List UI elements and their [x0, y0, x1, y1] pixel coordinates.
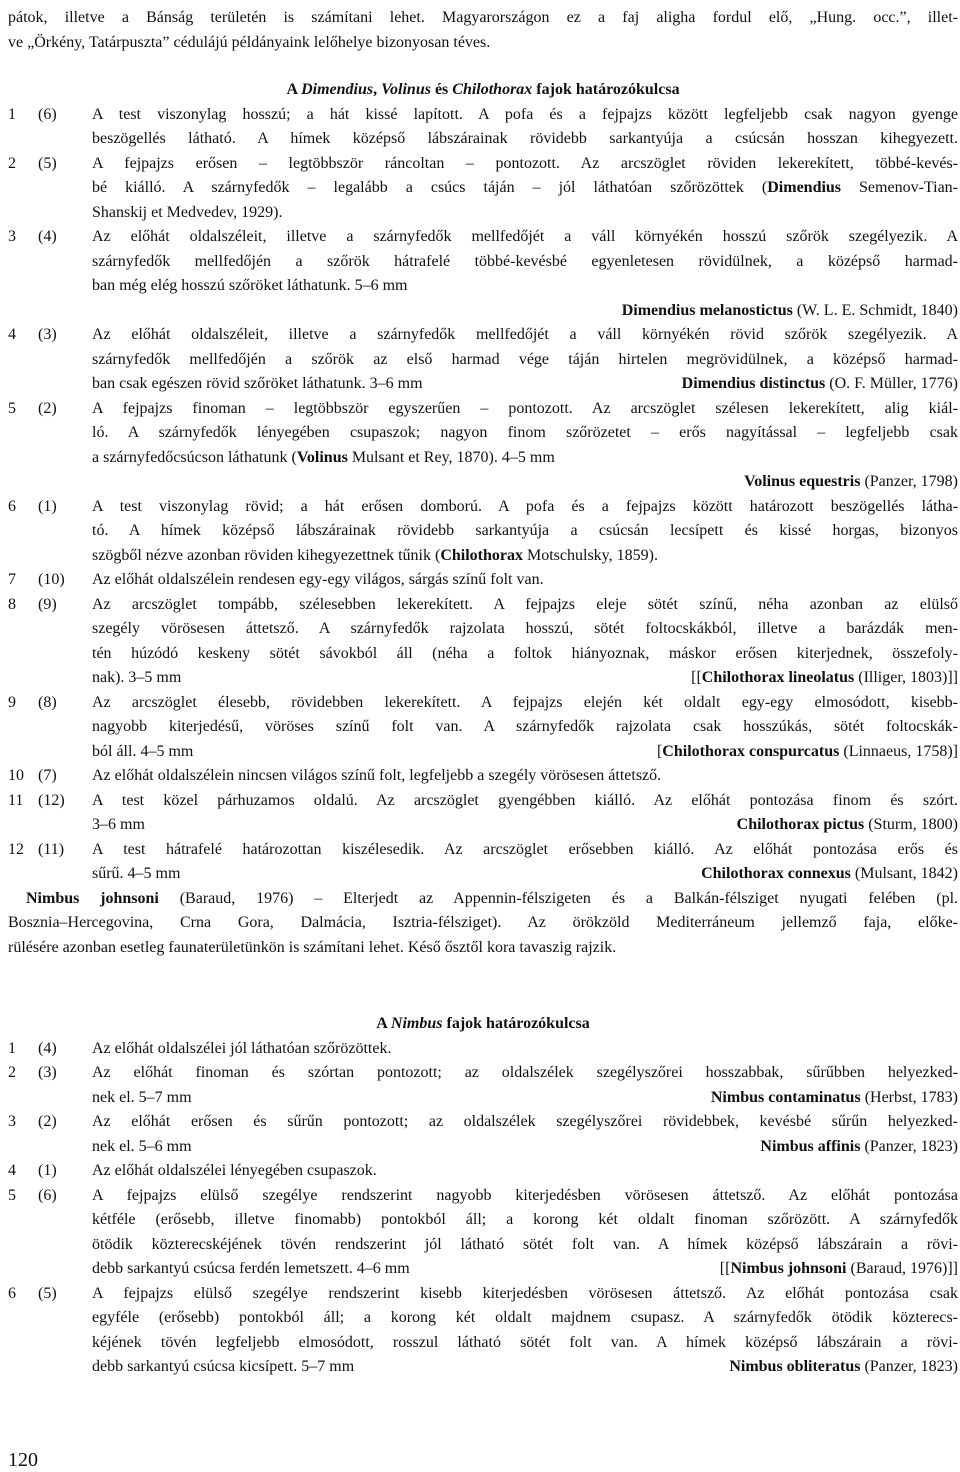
text-line: kétféle (erősebb, illetve finomabb) pontokból áll; a korong két oldalt finoman szőrözött. A szárnyfedők	[92, 1211, 958, 1228]
text-line: beszögellés látható. A hímek középső lábszárainak rövidebb sarkantyúja a csúcsán hosszan kihegyezett.	[92, 130, 958, 147]
key-entry	[8, 1061, 958, 1110]
key-entry	[8, 691, 958, 765]
text-line: Az előhát oldalszélein rendesen egy-egy világos, sárgás színű folt van.	[92, 571, 544, 588]
text-line: nak). 3–5 mm [[Chilothorax lineolatus (Illiger, 1803)]]	[92, 666, 958, 691]
couplet-number: 3	[8, 228, 16, 245]
key-entry	[8, 397, 958, 495]
text-line: a szárnyfedőcsúcson láthatunk (Volinus Mulsant et Rey, 1870). 4–5 mm	[92, 448, 555, 466]
key-entry	[8, 1184, 958, 1282]
genus-name: Chilothorax	[440, 546, 523, 564]
text-line: A test közel párhuzamos oldalú. Az arcszöglet gyengébben kiálló. Az előhát pontozása finom és szórt.	[92, 791, 958, 809]
couplet-alternative: (2)	[38, 399, 57, 417]
text-line: 3–6 mm Chilothorax pictus (Sturm, 1800)	[92, 813, 958, 838]
couplet-number: 10	[8, 767, 24, 784]
couplet-alternative: (2)	[38, 1113, 57, 1130]
couplet-number: 11	[8, 791, 24, 809]
couplet-alternative: (1)	[38, 1162, 57, 1179]
couplet-number: 6	[8, 1284, 16, 1302]
genus-name: Dimendius	[767, 179, 842, 196]
page-body	[8, 6, 958, 1380]
text-line: Az előhát oldalszéleit, illetve a szárnyfedők mellfedőjét a váll környékén rövid szőrök szegélyezik. A	[92, 326, 958, 343]
text-line: Az előhát oldalszélei lényegében csupaszok.	[92, 1162, 377, 1179]
text-line: debb sarkantyú csúcsa ferdén lemetszett. 4–6 mm [[Nimbus johnsoni (Baraud, 1976)]]	[92, 1257, 958, 1282]
couplet-number: 12	[8, 840, 24, 858]
text-line: szárnyfedők mellfedőjén a szőrök az első harmad vége táján hirtelen megrövidülnek, a középső harmad-	[92, 350, 958, 368]
key-entry	[8, 152, 958, 226]
text-line: Az előhát finoman és szórtan pontozott; az oldalszélek szegélyszőrei hosszabbak, sűrűbben helyezked-	[92, 1064, 958, 1081]
couplet-number: 5	[8, 1186, 16, 1204]
text-line: nek el. 5–6 mm Nimbus affinis (Panzer, 1823)	[92, 1135, 958, 1160]
key-title-nimbus: A Nimbus fajok határozókulcsa	[376, 1015, 590, 1032]
species-name: Dimendius melanostictus (W. L. E. Schmidt, 1840)	[621, 301, 958, 319]
text-line: ve „Örkény, Tatárpuszta” cédulájú példányaink lelőhelye bizonyosan téves.	[8, 33, 491, 51]
species-name: [Chilothorax conspurcatus (Linnaeus, 1758)]	[656, 742, 958, 760]
text-line: debb sarkantyú csúcsa kicsípett. 5–7 mm Nimbus obliteratus (Panzer, 1823)	[92, 1355, 958, 1380]
text-line: Az előhát oldalszéleit, illetve a szárnyfedők mellfedőjét a váll környékén hosszú szőrök szegélyezik. A	[92, 228, 958, 245]
key-entry	[8, 1037, 958, 1062]
text-line: A test hátrafelé határozottan kiszélesedik. Az arcszöglet erősebben kiálló. Az előhát pontozása erős és	[92, 840, 958, 858]
couplet-number: 4	[8, 326, 16, 343]
text-line: Shanskij et Medvedev, 1929).	[92, 203, 283, 221]
text-line: A fejpajzs elülső szegélye rendszerint kisebb kiterjedésben vörösesen áttetsző. Az előhát pontozása csak	[92, 1284, 958, 1302]
couplet-alternative: (9)	[38, 595, 57, 613]
text-line: kéjének tövén legfeljebb elmosódott, rosszul látható sötét folt van. A hímek középső lábszárain a rövi-	[92, 1333, 958, 1351]
couplet-number: 2	[8, 154, 16, 172]
intro-paragraph	[8, 6, 958, 55]
text-line: tén húzódó keskeny sötét sávokból áll (néha a foltok hiányoznak, máskor erősen kiterjednek, összefoly-	[92, 644, 958, 662]
text-line: szegély vörösesen áttetsző. A szárnyfedők rajzolata hosszú, sötét foltocskákból, illetve a barázdák men-	[92, 620, 958, 637]
text-line: A fejpajzs finoman – legtöbbször egyszerűen – pontozott. Az arcszöglet szélesen lekerekített, alig kiál-	[92, 399, 958, 417]
couplet-number: 6	[8, 497, 16, 515]
key-entry	[8, 593, 958, 691]
text-line: nagyobb kiterjedésű, vöröses színű folt van. A szárnyfedők rajzolata csak hosszúkás, sötét foltocskák-	[92, 718, 958, 735]
text-line: Bosznia–Hercegovina, Crna Gora, Dalmácia, Isztria-félsziget). Az örökzöld Mediterráneum jellemző faja, előke-	[8, 914, 958, 931]
couplet-alternative: (6)	[38, 105, 57, 123]
couplet-number: 1	[8, 105, 16, 123]
text-line: bé kiálló. A szárnyfedők – legalább a csúcs táján – jól láthatóan szőrözöttek (Dimendius Semenov-Tian-	[92, 179, 958, 196]
species-name: Nimbus contaminatus (Herbst, 1783)	[710, 1088, 958, 1106]
text-line: szárnyfedők mellfedőjén a szőrök hátrafelé többé-kevésbé egyenletesen rövidülnek, a középső harmad-	[92, 252, 958, 270]
text-line: ból áll. 4–5 mm [Chilothorax conspurcatus (Linnaeus, 1758)]	[92, 740, 958, 765]
key-entry	[8, 568, 958, 593]
key-entry	[8, 764, 958, 789]
key-title-dimendius: A Dimendius, Volinus és Chilothorax fajok határozókulcsa	[286, 81, 680, 98]
nimbus-note-paragraph	[8, 887, 958, 961]
key-entry	[8, 225, 958, 323]
species-name: Dimendius distinctus (O. F. Müller, 1776)	[681, 375, 958, 392]
couplet-alternative: (10)	[38, 571, 65, 588]
species-name: Nimbus obliteratus (Panzer, 1823)	[729, 1358, 958, 1375]
text-line: ló. A szárnyfedők lényegében csupaszok; nagyon finom szőrözetet – erős nagyítással – legfeljebb csak	[92, 424, 958, 441]
key-entry	[8, 323, 958, 397]
couplet-number: 8	[8, 595, 16, 613]
couplet-alternative: (11)	[38, 840, 65, 858]
couplet-number: 4	[8, 1162, 16, 1179]
text-line: A fejpajzs erősen – legtöbbször ráncoltan – pontozott. Az arcszöglet röviden lekerekített, többé-kevés-	[92, 154, 958, 172]
key-entry	[8, 103, 958, 152]
key-entry	[8, 1282, 958, 1380]
text-line: rülésére azonban esetleg faunaterületünkön is számítani lehet. Késő ősztől kora tavaszig rajzik.	[8, 938, 617, 956]
couplet-alternative: (4)	[38, 1039, 57, 1057]
text-line: A fejpajzs elülső szegélye rendszerint nagyobb kiterjedésben vörösesen áttetsző. Az előhát pontozása	[92, 1186, 958, 1204]
couplet-alternative: (3)	[38, 1064, 57, 1081]
text-line: A test viszonylag hosszú; a hát kissé lapított. A pofa és a fejpajzs között legfeljebb csak nagyon gyenge	[92, 105, 958, 123]
couplet-alternative: (7)	[38, 767, 57, 784]
text-line: nek el. 5–7 mm Nimbus contaminatus (Herbst, 1783)	[92, 1086, 958, 1111]
text-line: Nimbus johnsoni (Baraud, 1976) – Elterjedt az Appennin-félszigeten és a Balkán-félsziget nyugati felében (pl.	[26, 889, 959, 907]
species-name: [[Nimbus johnsoni (Baraud, 1976)]]	[719, 1260, 958, 1277]
couplet-number: 2	[8, 1064, 16, 1081]
key-entry	[8, 495, 958, 569]
text-line: Az arcszöglet tompább, szélesebben lekerekített. A fejpajzs eleje sötét színű, néha azonban az elülső	[92, 595, 958, 613]
species-name: [[Chilothorax lineolatus (Illiger, 1803)]]	[691, 669, 958, 686]
key-entry	[8, 838, 958, 887]
couplet-number: 7	[8, 571, 16, 588]
couplet-alternative: (1)	[38, 497, 57, 515]
couplet-number: 5	[8, 399, 16, 417]
text-line: ötödik közterecskéjének tövén rendszerint jól látható sötét folt van. A hímek középső lábszárain a rövi-	[92, 1235, 958, 1253]
couplet-alternative: (12)	[38, 791, 65, 809]
key-entry	[8, 1110, 958, 1159]
text-line: sűrű. 4–5 mm Chilothorax connexus (Mulsant, 1842)	[92, 862, 958, 887]
couplet-alternative: (3)	[38, 326, 57, 343]
text-line: szögből nézve azonban röviden kihegyezettnek tűnik (Chilothorax Motschulsky, 1859).	[92, 546, 658, 564]
page-number: 120	[8, 1449, 38, 1471]
couplet-alternative: (5)	[38, 1284, 57, 1302]
species-name: Nimbus johnsoni	[26, 889, 159, 907]
couplet-alternative: (8)	[38, 693, 57, 711]
genus-name: Volinus	[296, 448, 348, 466]
couplet-number: 3	[8, 1113, 16, 1130]
species-name: Chilothorax pictus (Sturm, 1800)	[736, 816, 958, 833]
text-line: Az előhát erősen és sűrűn pontozott; az oldalszélek szegélyszőrei rövidebbek, kevésbé sűrűn helyezked-	[92, 1113, 958, 1130]
couplet-alternative: (6)	[38, 1186, 57, 1204]
species-name: Chilothorax connexus (Mulsant, 1842)	[701, 865, 958, 882]
couplet-number: 9	[8, 693, 16, 711]
text-line: Az arcszöglet élesebb, rövidebben lekerekített. A fejpajzs elején két oldalt egy-egy elmosódott, kisebb-	[92, 693, 958, 711]
key-entry	[8, 789, 958, 838]
couplet-alternative: (5)	[38, 154, 57, 172]
text-line: egyféle (erősebb) pontokból áll; a korong két oldalt majdnem csupasz. A szárnyfedők ötödik közterecs-	[92, 1309, 958, 1326]
text-line: Az előhát oldalszélei jól láthatóan szőrözöttek.	[92, 1039, 392, 1057]
key-entry	[8, 1159, 958, 1184]
text-line: tó. A hímek középső lábszárainak rövidebb sarkantyúja a csúcsán lecsípett és kissé horgas, bizonyos	[92, 522, 958, 539]
species-name: Volinus equestris (Panzer, 1798)	[744, 473, 958, 490]
text-line: ban még elég hosszú szőröket láthatunk. 5–6 mm	[92, 277, 408, 294]
couplet-alternative: (4)	[38, 228, 57, 245]
text-line: A test viszonylag rövid; a hát erősen domború. A pofa és a fejpajzs között határozott beszögellés látha-	[92, 497, 958, 515]
text-line: pátok, illetve a Bánság területén is számítani lehet. Magyarországon ez a faj aligha fordul elő, „Hung. occ.”, illet-	[8, 9, 958, 26]
text-line: Az előhát oldalszélein nincsen világos színű folt, legfeljebb a szegély vörösesen áttetsző.	[92, 767, 662, 784]
species-name: Nimbus affinis (Panzer, 1823)	[760, 1137, 958, 1155]
text-line: ban csak egészen rövid szőröket láthatunk. 3–6 mm Dimendius distinctus (O. F. Müller, 1776)	[92, 372, 958, 397]
couplet-number: 1	[8, 1039, 16, 1057]
